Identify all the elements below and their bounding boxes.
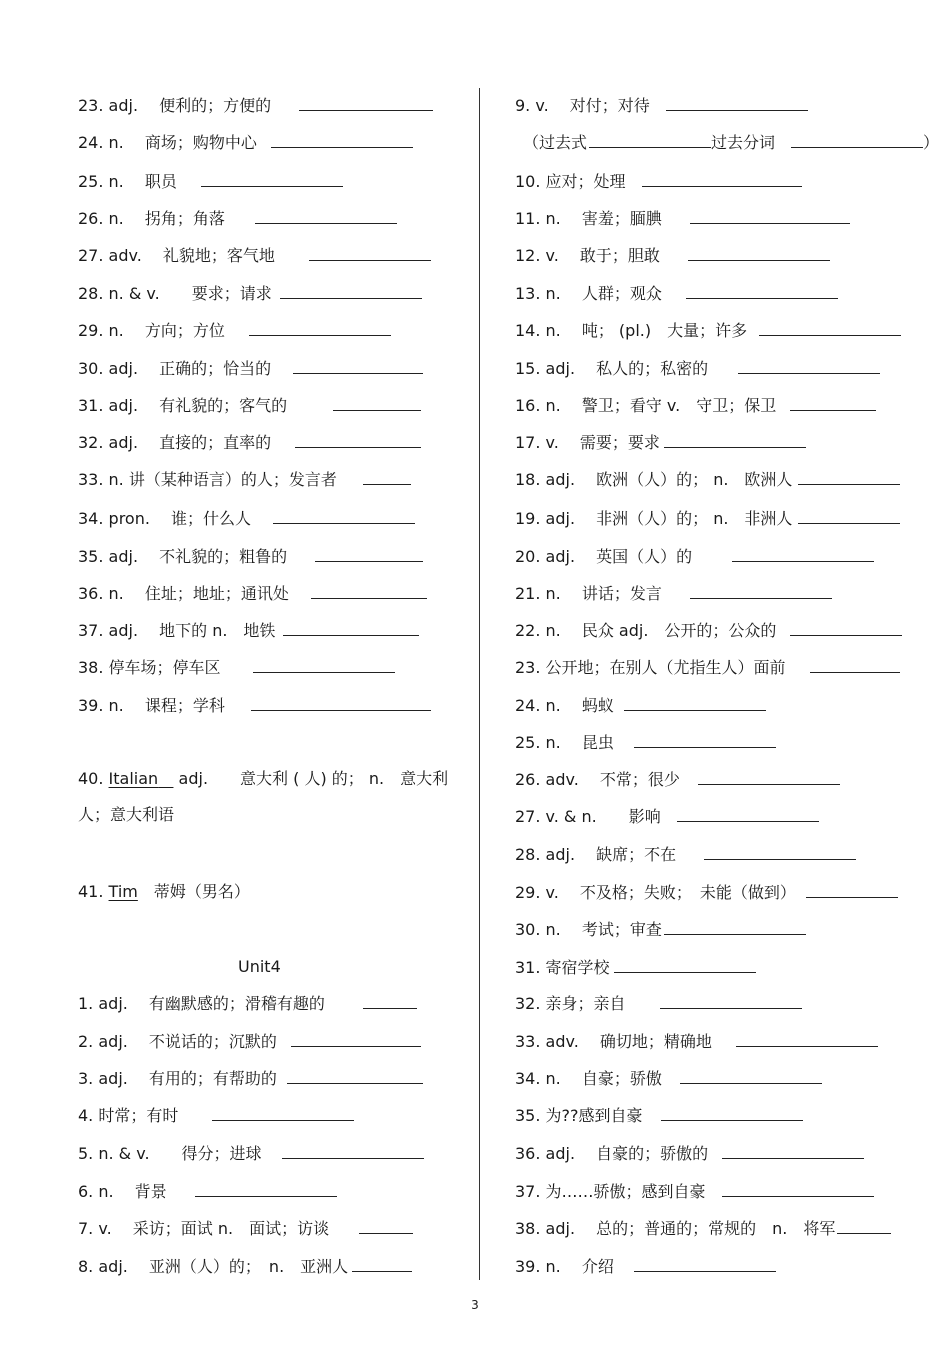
answer-blank[interactable]	[680, 1067, 822, 1084]
answer-blank[interactable]	[790, 619, 902, 636]
answer-blank[interactable]	[291, 1030, 421, 1047]
vocab-item: 13. n. 人群；观众	[515, 282, 838, 305]
vocab-item: 33. adv. 确切地；精确地	[515, 1030, 878, 1053]
answer-blank[interactable]	[299, 94, 433, 111]
vocab-item: 37. adj. 地下的 n. 地铁	[78, 619, 419, 642]
answer-blank[interactable]	[359, 1217, 413, 1234]
vocab-item: 6. n. 背景	[78, 1180, 337, 1203]
answer-blank[interactable]	[287, 1067, 423, 1084]
answer-blank[interactable]	[722, 1142, 864, 1159]
vocab-item-40: 40. Italian adj. 意大利 ( 人) 的； n. 意大利	[78, 769, 449, 788]
vocab-item: 26. n. 拐角；角落	[78, 207, 397, 230]
unit-heading: Unit4	[238, 957, 281, 976]
filled-answer: Italian	[108, 769, 159, 788]
answer-blank[interactable]	[273, 507, 415, 524]
vocab-item: 16. n. 警卫；看守 v. 守卫；保卫	[515, 394, 876, 417]
column-divider	[479, 88, 480, 1280]
answer-blank[interactable]	[660, 992, 802, 1009]
answer-blank[interactable]	[363, 468, 411, 485]
answer-blank[interactable]	[255, 207, 397, 224]
vocab-item: 20. adj. 英国（人）的	[515, 545, 874, 568]
vocab-item: 28. adj. 缺席；不在	[515, 843, 856, 866]
answer-blank[interactable]	[295, 431, 421, 448]
vocab-item: 23. 公开地；在别人（尤指生人）面前	[515, 656, 900, 679]
vocab-item: 4. 时常；有时	[78, 1104, 354, 1127]
answer-blank[interactable]	[722, 1180, 874, 1197]
answer-blank[interactable]	[195, 1180, 337, 1197]
vocab-item: 17. v. 需要；要求	[515, 431, 806, 454]
answer-blank[interactable]	[249, 319, 391, 336]
answer-blank[interactable]	[283, 619, 419, 636]
vocab-item: 24. n. 蚂蚁	[515, 694, 766, 717]
vocab-item: 21. n. 讲话；发言	[515, 582, 832, 605]
vocab-item: 38. adj. 总的；普通的；常规的 n. 将军	[515, 1217, 891, 1240]
answer-blank[interactable]	[806, 881, 898, 898]
answer-blank[interactable]	[624, 694, 766, 711]
answer-blank[interactable]	[759, 319, 901, 336]
vocab-item: 29. v. 不及格；失败； 未能（做到）	[515, 881, 898, 904]
vocab-item: 34. n. 自豪；骄傲	[515, 1067, 822, 1090]
vocab-item: 23. adj. 便利的；方便的	[78, 94, 433, 117]
vocab-item: 35. adj. 不礼貌的；粗鲁的	[78, 545, 423, 568]
answer-blank[interactable]	[614, 956, 756, 973]
vocab-item: 30. adj. 正确的；恰当的	[78, 357, 423, 380]
page-number: 3	[471, 1298, 479, 1312]
vocab-item: 36. adj. 自豪的；骄傲的	[515, 1142, 864, 1165]
vocab-item: 5. n. & v. 得分；进球	[78, 1142, 424, 1165]
answer-blank[interactable]	[352, 1255, 412, 1272]
answer-blank[interactable]	[698, 768, 840, 785]
answer-blank[interactable]	[664, 431, 806, 448]
answer-blank[interactable]	[690, 207, 850, 224]
answer-blank[interactable]	[201, 170, 343, 187]
answer-blank[interactable]	[634, 1255, 776, 1272]
vocab-item: 34. pron. 谁；什么人	[78, 507, 415, 530]
vocab-item: 32. adj. 直接的；直率的	[78, 431, 421, 454]
vocab-item: 32. 亲身；亲自	[515, 992, 802, 1015]
answer-blank[interactable]	[738, 357, 880, 374]
vocab-item: 37. 为……骄傲；感到自豪	[515, 1180, 874, 1203]
vocab-item: 25. n. 职员	[78, 170, 343, 193]
vocab-item-41: 41. Tim 蒂姆（男名）	[78, 882, 250, 901]
vocab-item: 18. adj. 欧洲（人）的； n. 欧洲人	[515, 468, 900, 491]
answer-blank[interactable]	[790, 394, 876, 411]
answer-blank[interactable]	[311, 582, 427, 599]
answer-blank[interactable]	[333, 394, 421, 411]
vocab-item: 3. adj. 有用的；有帮助的	[78, 1067, 423, 1090]
vocab-item: 36. n. 住址；地址；通讯处	[78, 582, 427, 605]
answer-blank[interactable]	[253, 656, 395, 673]
answer-blank[interactable]	[798, 507, 900, 524]
vocab-item: 12. v. 敢于；胆敢	[515, 244, 830, 267]
vocab-item: 8. adj. 亚洲（人）的； n. 亚洲人	[78, 1255, 412, 1278]
answer-blank[interactable]	[309, 244, 431, 261]
vocab-item: 31. adj. 有礼貌的；客气的	[78, 394, 421, 417]
past-participle-blank[interactable]	[791, 131, 923, 148]
answer-blank[interactable]	[704, 843, 856, 860]
answer-blank[interactable]	[690, 582, 832, 599]
answer-blank[interactable]	[282, 1142, 424, 1159]
vocab-item: 19. adj. 非洲（人）的； n. 非洲人	[515, 507, 900, 530]
filled-answer: Tim	[108, 882, 138, 901]
answer-blank[interactable]	[732, 545, 874, 562]
past-tense-blank[interactable]	[589, 131, 711, 148]
answer-blank[interactable]	[315, 545, 423, 562]
vocab-item: 2. adj. 不说话的；沉默的	[78, 1030, 421, 1053]
vocab-item: 29. n. 方向；方位	[78, 319, 391, 342]
answer-blank[interactable]	[798, 468, 900, 485]
vocab-item: 35. 为??感到自豪	[515, 1104, 803, 1127]
answer-blank[interactable]	[212, 1104, 354, 1121]
vocab-item: 30. n. 考试；审查	[515, 918, 806, 941]
answer-blank[interactable]	[688, 244, 830, 261]
answer-blank[interactable]	[634, 731, 776, 748]
answer-blank[interactable]	[363, 992, 417, 1009]
answer-blank[interactable]	[837, 1217, 891, 1234]
answer-blank[interactable]	[677, 805, 819, 822]
vocab-item: 27. v. & n. 影响	[515, 805, 819, 828]
vocab-item: 25. n. 昆虫	[515, 731, 776, 754]
answer-blank[interactable]	[280, 282, 422, 299]
answer-blank[interactable]	[736, 1030, 878, 1047]
answer-blank[interactable]	[666, 94, 808, 111]
vocab-item: 15. adj. 私人的；私密的	[515, 357, 880, 380]
answer-blank[interactable]	[810, 656, 900, 673]
answer-blank[interactable]	[661, 1104, 803, 1121]
answer-blank[interactable]	[642, 170, 802, 187]
answer-blank[interactable]	[686, 282, 838, 299]
vocab-item: 26. adv. 不常；很少	[515, 768, 840, 791]
vocab-item: 14. n. 吨； (pl.) 大量；许多	[515, 319, 901, 342]
vocab-item: 38. 停车场；停车区	[78, 656, 395, 679]
answer-blank[interactable]	[271, 131, 413, 148]
vocab-item-40-continued: 人；意大利语	[78, 805, 175, 824]
vocab-item: 1. adj. 有幽默感的；滑稽有趣的	[78, 992, 417, 1015]
vocab-item: 24. n. 商场；购物中心	[78, 131, 413, 154]
vocab-item-9-forms: （过去式 过去分词 ）	[523, 133, 940, 152]
vocab-item: 11. n. 害羞；腼腆	[515, 207, 850, 230]
vocab-item: 22. n. 民众 adj. 公开的；公众的	[515, 619, 902, 642]
vocab-item: 9. v. 对付；对待	[515, 94, 808, 117]
answer-blank[interactable]	[251, 694, 431, 711]
answer-blank[interactable]	[293, 357, 423, 374]
vocab-item: 27. adv. 礼貌地；客气地	[78, 244, 431, 267]
vocab-item: 31. 寄宿学校	[515, 956, 756, 979]
vocab-item: 39. n. 课程；学科	[78, 694, 431, 717]
vocab-item: 7. v. 采访；面试 n. 面试；访谈	[78, 1217, 413, 1240]
vocab-item: 39. n. 介绍	[515, 1255, 776, 1278]
answer-blank[interactable]	[664, 918, 806, 935]
vocab-item: 33. n. 讲（某种语言）的人；发言者	[78, 468, 411, 491]
vocab-item: 28. n. & v. 要求；请求	[78, 282, 422, 305]
vocab-item: 10. 应对；处理	[515, 170, 802, 193]
